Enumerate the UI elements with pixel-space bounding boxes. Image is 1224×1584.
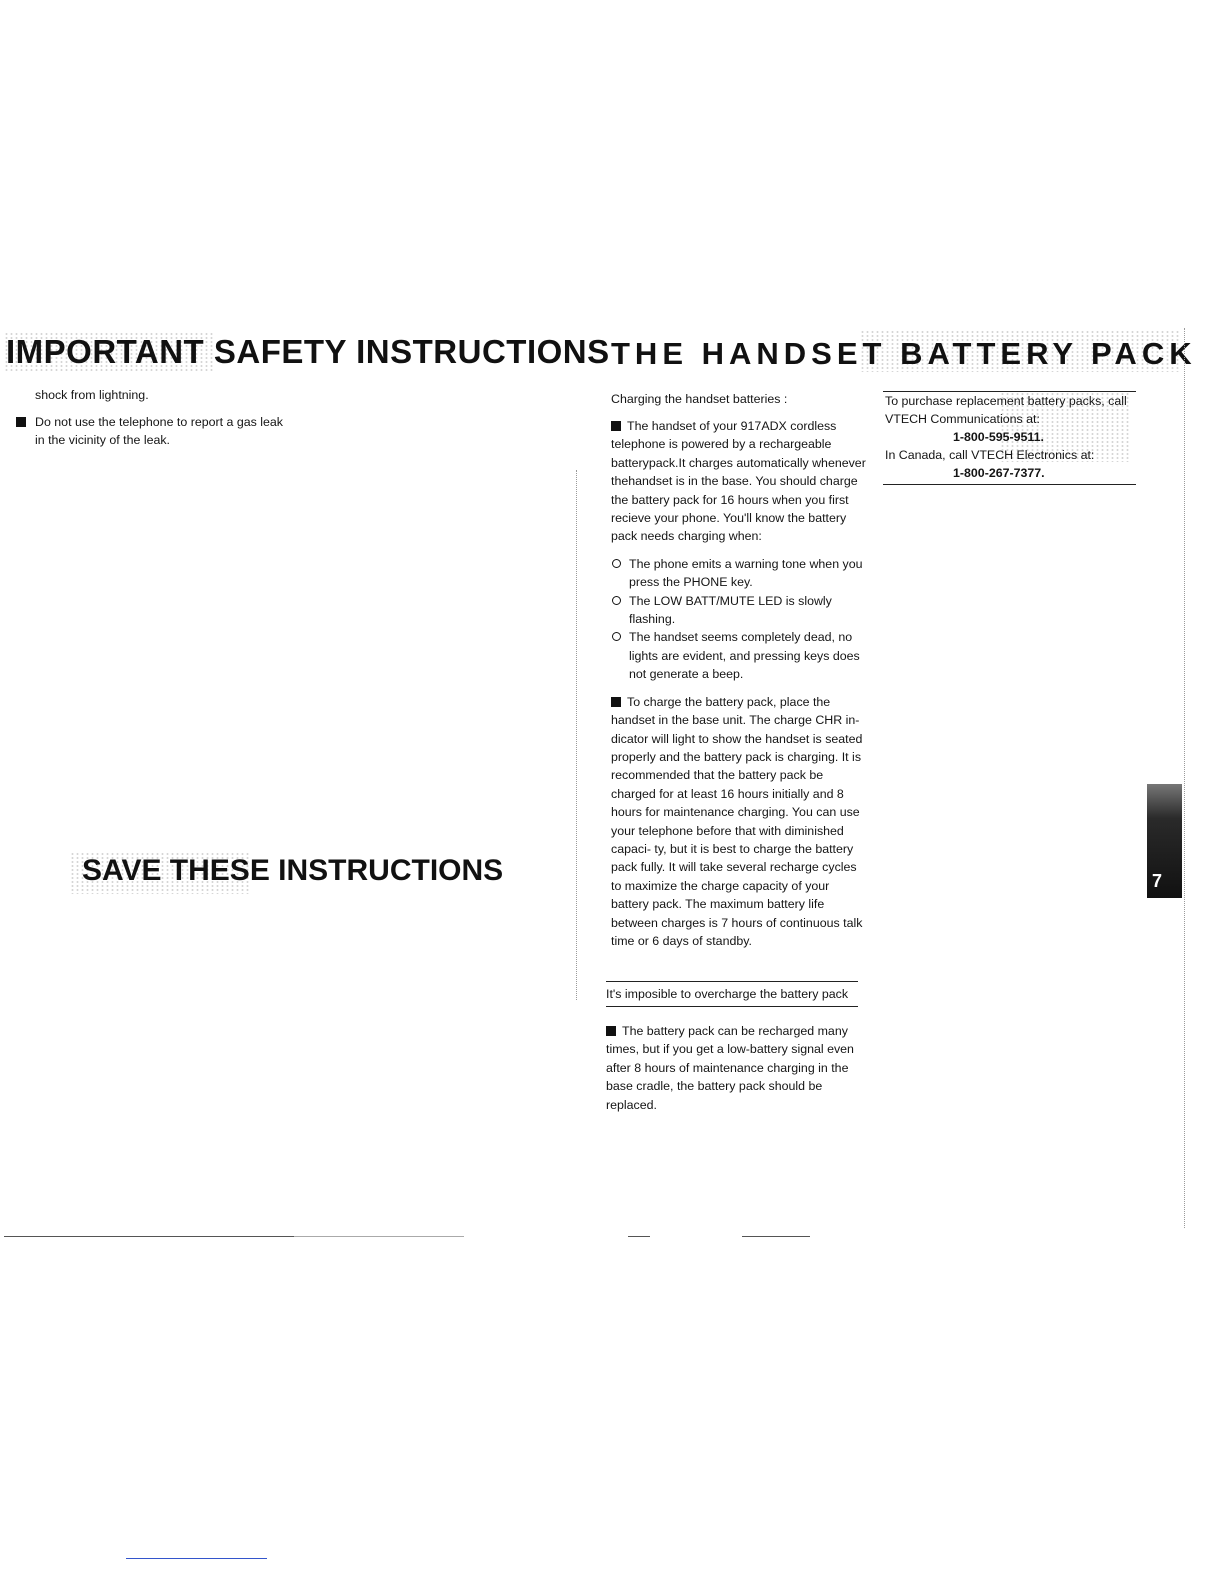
page-number: 7 — [1152, 871, 1163, 891]
condition-text: The handset seems completely dead, no lights are evident, and pressing keys does not generate a beep. — [629, 630, 860, 682]
bullet-square-icon — [16, 417, 26, 427]
edge-line — [1184, 328, 1185, 1228]
list-item — [611, 555, 869, 592]
bottom-rule — [126, 1558, 267, 1559]
list-item — [611, 592, 869, 629]
condition-text: The LOW BATT/MUTE LED is slowly flashing. — [629, 593, 832, 627]
left-bullet-item — [16, 413, 285, 450]
bullet-square-icon — [611, 697, 621, 707]
instructions-paragraph — [611, 693, 869, 951]
page-number-tab — [1147, 784, 1182, 898]
bullet-square-icon — [611, 421, 621, 431]
right-page-title: THE HANDSET BATTERY PACK — [611, 336, 1197, 371]
phone-number: 1-800-595-9511. — [953, 430, 1044, 444]
left-intro-text: shock from lightning. — [35, 388, 149, 402]
charging-subtitle: Charging the handset batteries : — [611, 392, 788, 406]
main-column — [611, 417, 869, 950]
replacement-paragraph-text: The battery pack can be recharged many times, but if you get a low-battery signal even after 8 hours of maintenance charging in the base cradle, the battery pack should be replaced. — [606, 1024, 854, 1112]
save-instructions-title: SAVE THESE INSTRUCTIONS — [82, 854, 504, 887]
left-page-title: IMPORTANT SAFETY INSTRUCTIONS — [6, 333, 610, 370]
overcharge-note-text: It's imposible to overcharge the battery pack — [606, 987, 849, 1001]
purchase-info-box — [883, 391, 1136, 485]
purchase-line: VTECH Communications at: — [885, 412, 1040, 426]
list-item — [611, 628, 869, 683]
replacement-paragraph — [606, 1022, 861, 1114]
left-bullet-text: Do not use the telephone to report a gas leak in the vicinity of the leak. — [35, 415, 283, 448]
charging-conditions-list — [611, 555, 869, 684]
circle-bullet-icon — [612, 559, 621, 568]
bottom-rule — [628, 1236, 650, 1237]
circle-bullet-icon — [612, 632, 621, 641]
charging-paragraph — [611, 417, 869, 546]
purchase-line: To purchase replacement battery packs, call — [885, 394, 1127, 408]
condition-text: The phone emits a warning tone when you press the PHONE key. — [629, 556, 863, 590]
bottom-rule — [4, 1236, 294, 1237]
bottom-rule — [742, 1236, 810, 1237]
gutter-line — [576, 470, 577, 1000]
instructions-paragraph-text: To charge the battery pack, place the handset in the base unit. The charge CHR in-dicator will light to show the handset is seated properly and the battery pack is charging. It is recommended that the battery pack be charged for at least 16 hours initially and 8 hours for maintenance charging. You can use your telephone before that with diminished capaci- ty, but it is best to charge the battery pack fully. It will take several recharge cycles to maximize the charge capacity of your battery pack. The maximum battery life between charges is 7 hours of continuous talk time or 6 days of standby. — [611, 694, 863, 948]
bullet-square-icon — [606, 1026, 616, 1036]
circle-bullet-icon — [612, 596, 621, 605]
charging-paragraph-text: The handset of your 917ADX cordless telephone is powered by a rechargeable batterypack.It charges automatically whenever thehandset is in the base. You should charge the battery pack for 16 hours when you first recieve your phone. You'll know the battery pack needs charging when: — [611, 419, 866, 544]
purchase-line: In Canada, call VTECH Electronics at: — [885, 448, 1095, 462]
overcharge-note — [606, 981, 858, 1007]
bottom-rule — [294, 1236, 464, 1237]
phone-number: 1-800-267-7377. — [953, 466, 1045, 480]
